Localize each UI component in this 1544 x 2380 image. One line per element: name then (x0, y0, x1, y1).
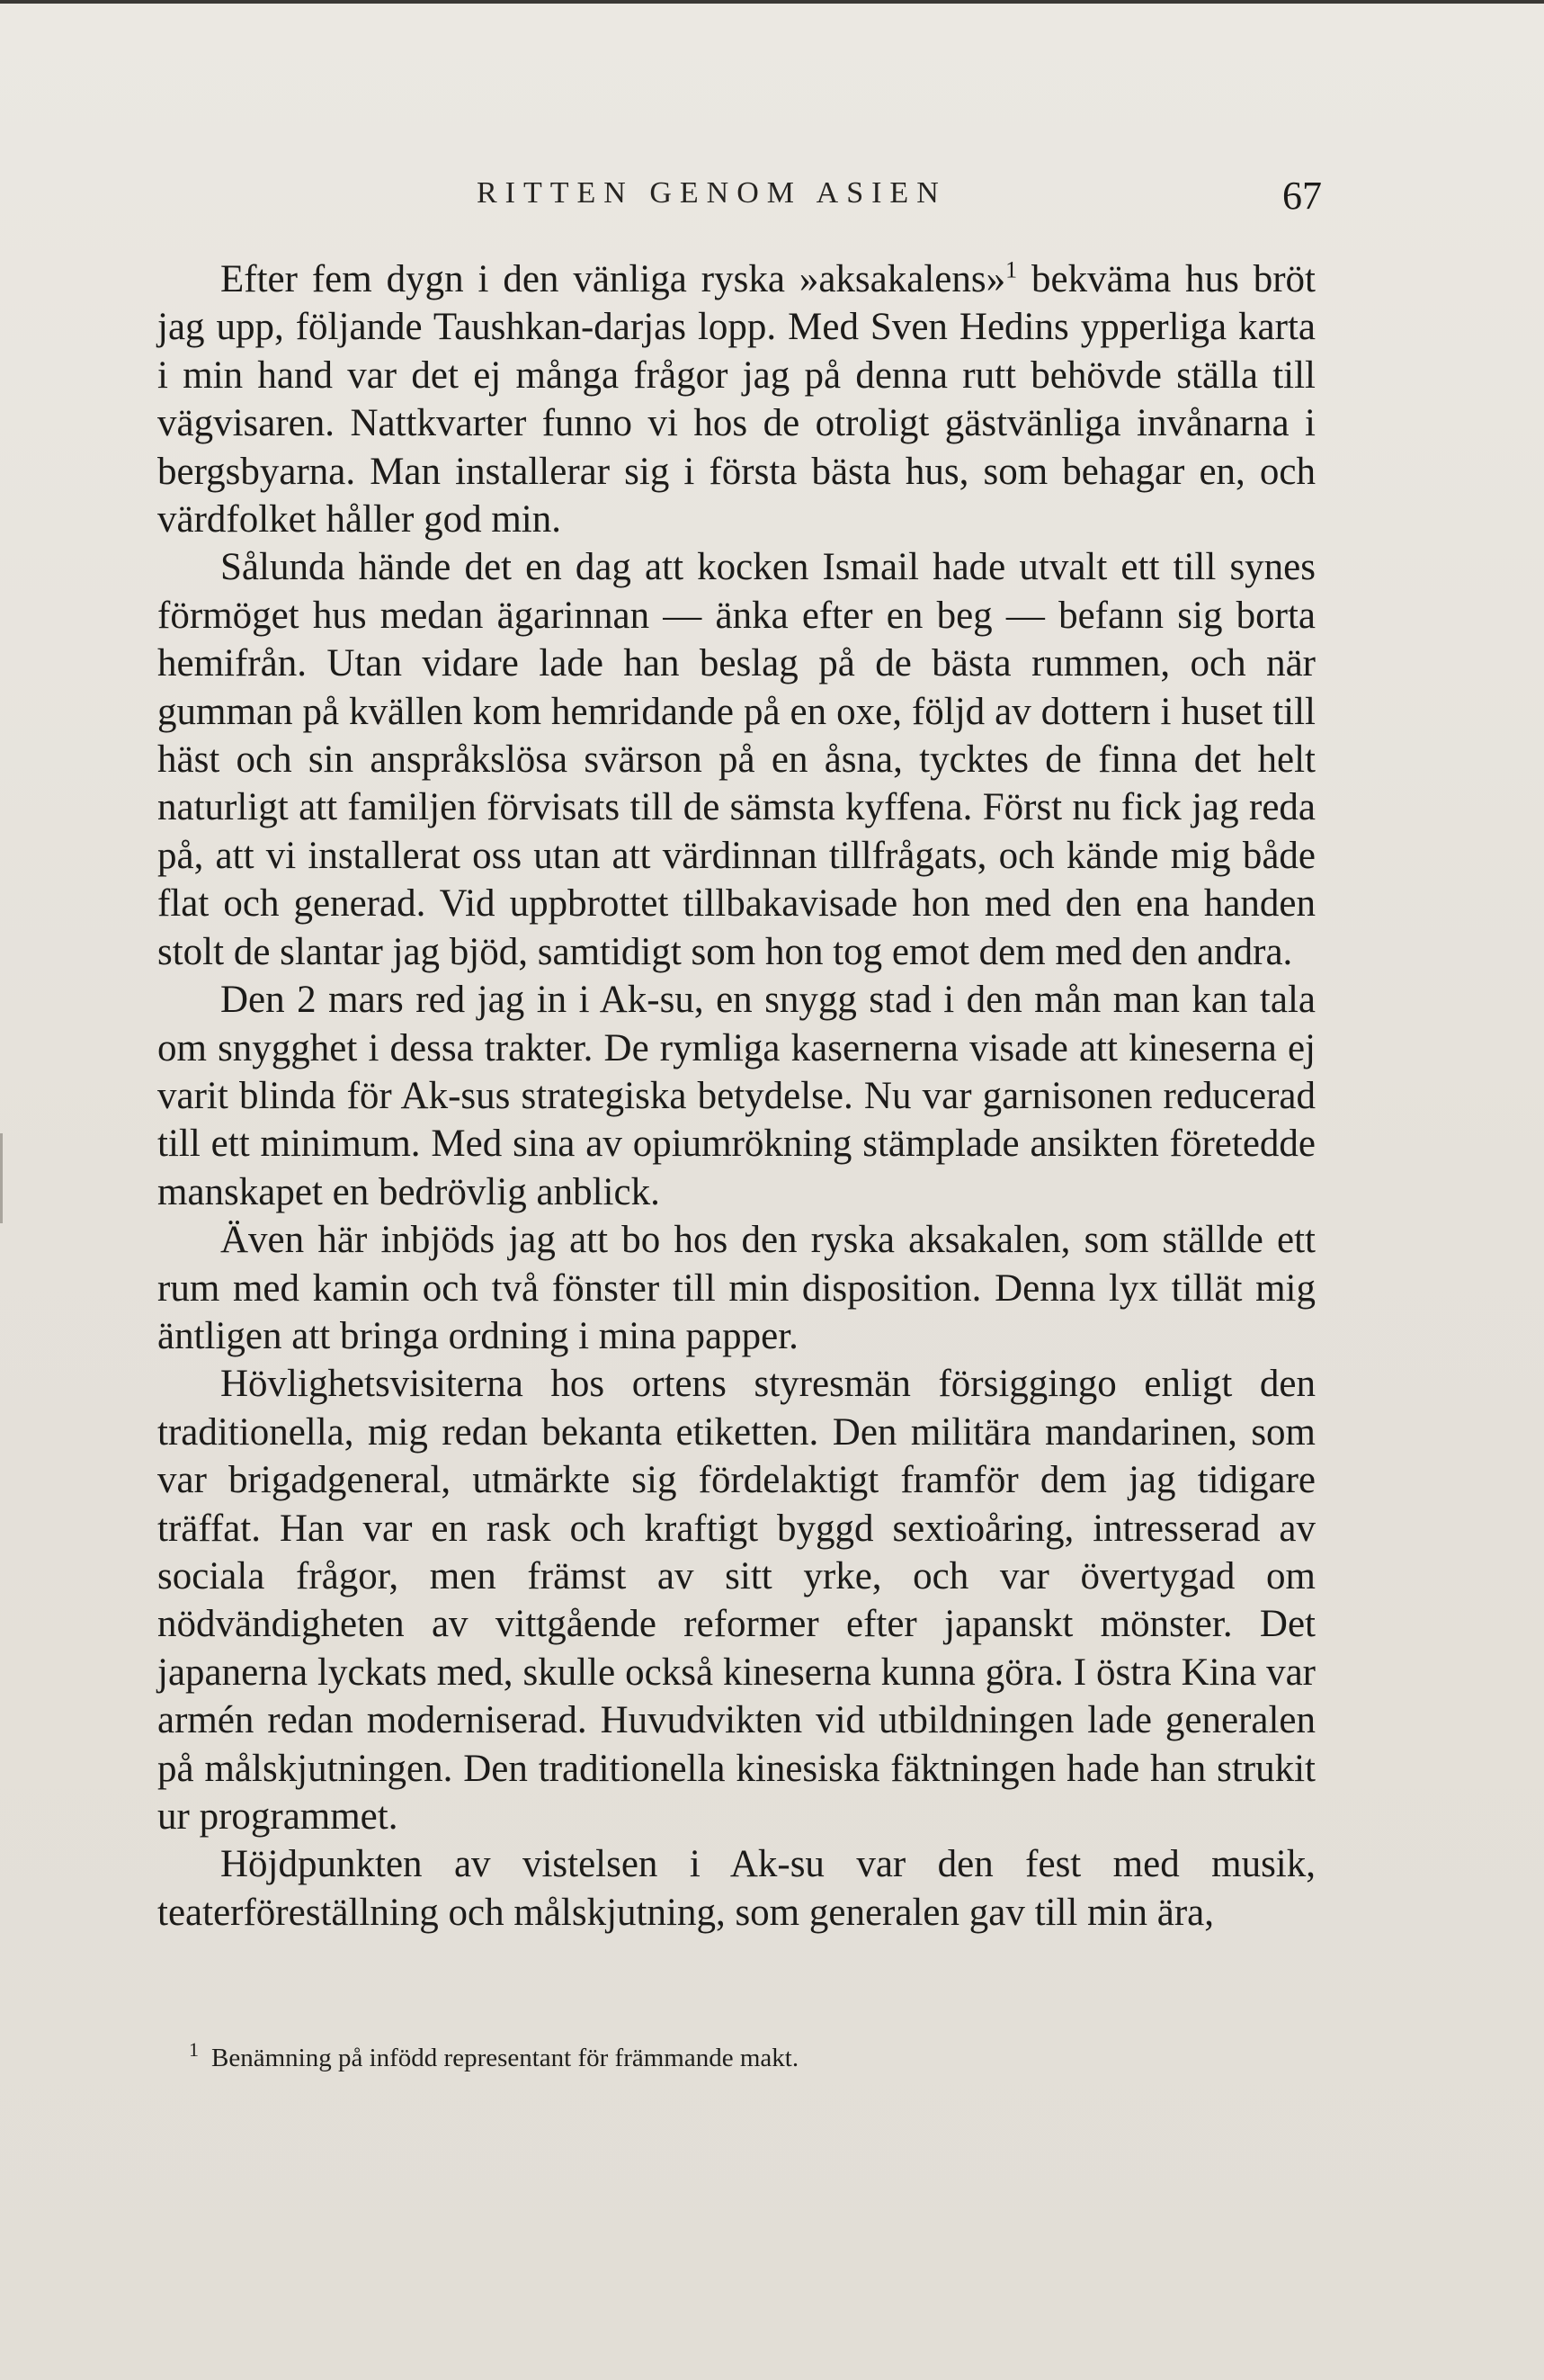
footnote-text: Benämning på infödd representant för främmande makt. (211, 2044, 799, 2072)
page-number: 67 (1282, 174, 1322, 218)
paragraph-3: Den 2 mars red jag in i Ak-su, en snygg stad i den mån man kan tala om snygghet i dessa trakter. De rymliga kasernerna visade att kineserna ej varit blinda för Ak-sus strategiska betydelse. Nu var garnisonen reducerad till ett minimum. Med sina av opiumrökning stämplade ansikten företedde manskapet en bedrövlig anblick. (157, 979, 1316, 1213)
footnote-reference: 1 (1005, 256, 1018, 283)
page-header (477, 176, 1322, 239)
paragraph-6: Höjdpunkten av vistelsen i Ak-su var den fest med musik, teaterföreställning och målskjutning, som generalen gav till min ära, (157, 1843, 1316, 1934)
scan-top-edge (0, 0, 1544, 4)
paragraph-5: Hövlighetsvisiterna hos ortens styresmän försiggingo enligt den traditionella, mig redan bekanta etiketten. Den militära mandarinen, som var brigadgeneral, utmärkte sig fördelaktigt framför dem jag tidigare träffat. Han var en rask och kraftigt byggd sextioåring, intresserad av sociala frågor, men främst av sitt yrke, och var övertygad om nödvändigheten av vittgående reformer efter japanskt mönster. Det japanerna lyckats med, skulle också kineserna kunna göra. I östra Kina var armén redan moderniserad. Huvudvikten vid utbildningen lade generalen på målskjutningen. Den traditionella kinesiska fäktningen hade han strukit ur programmet. (157, 1363, 1316, 1838)
scan-left-edge (0, 1133, 3, 1223)
footnote (189, 2038, 1313, 2073)
paragraph-1 (157, 255, 1316, 543)
paragraph-1-rest: bekväma hus bröt jag upp, följande Taushkan-darjas lopp. Med Sven Hedins ypperliga karta i min hand var det ej många frågor jag på denna rutt behövde ställa till vägvisaren. Nattkvarter funno vi hos de otroligt gästvänliga invånarna i bergsbyarna. Man installerar sig i första bästa hus, som behagar en, och värdfolket håller god min. (157, 258, 1316, 541)
paragraph-1-start: Efter fem dygn i den vänliga ryska »aksakalens» (220, 258, 1006, 300)
paragraph-4: Även här inbjöds jag att bo hos den ryska aksakalen, som ställde ett rum med kamin och två fönster till min disposition. Denna lyx tillät mig äntligen att bringa ordning i mina papper. (157, 1219, 1316, 1357)
running-title: RITTEN GENOM ASIEN (477, 176, 947, 210)
body-text (157, 255, 1316, 1937)
paragraph-2: Sålunda hände det en dag att kocken Ismail hade utvalt ett till synes förmöget hus medan ägarinnan — änka efter en beg — befann sig borta hemifrån. Utan vidare lade han beslag på de bästa rummen, och när gumman på kvällen kom hemridande på en oxe, följd av dottern i huset till häst och sin anspråkslösa svärson på en åsna, tycktes de finna det helt naturligt att familjen förvisats till de sämsta kyffena. Först nu fick jag reda på, att vi installerat oss utan att värdinnan tillfrågats, och kände mig både flat och generad. Vid uppbrottet tillbakavisade hon med den ena handen stolt de slantar jag bjöd, samtidigt som hon tog emot dem med den andra. (157, 546, 1316, 973)
footnote-mark: 1 (189, 2038, 199, 2062)
